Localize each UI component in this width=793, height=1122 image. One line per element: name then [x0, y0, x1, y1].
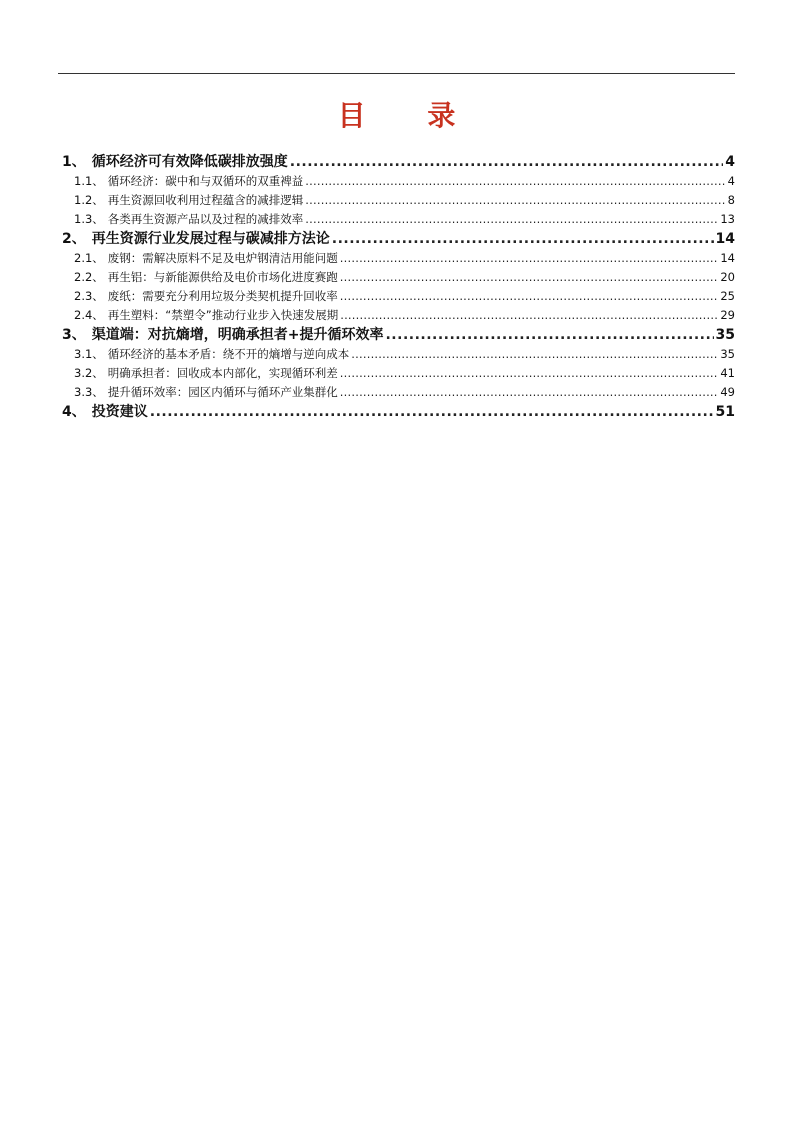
- toc-section-entry[interactable]: [58, 229, 735, 249]
- toc-dot-leader: [332, 229, 714, 249]
- table-of-contents: [58, 152, 735, 422]
- toc-page-number: 29: [720, 308, 735, 322]
- toc-dot-leader: [385, 325, 713, 345]
- toc-page-number: 8: [727, 193, 735, 207]
- page-title: 目 录: [337, 99, 482, 132]
- toc-entry-number: 1.3、: [74, 212, 104, 226]
- toc-page-number: 51: [715, 404, 735, 420]
- toc-subsection-entry[interactable]: [58, 191, 735, 210]
- toc-page-number: 35: [720, 347, 735, 361]
- toc-subsection-entry[interactable]: [58, 249, 735, 268]
- toc-entry-number: 2.1、: [74, 251, 104, 265]
- toc-dot-leader: [340, 364, 719, 383]
- toc-entry-title: 循环经济可有效降低碳排放强度: [91, 154, 288, 170]
- toc-section-entry[interactable]: [58, 325, 735, 345]
- toc-dot-leader: [340, 383, 719, 402]
- toc-page-number: 14: [720, 251, 735, 265]
- toc-entry-title: 投资建议: [91, 404, 148, 420]
- toc-page-number: 25: [720, 289, 735, 303]
- toc-dot-leader: [351, 345, 718, 364]
- toc-dot-leader: [340, 287, 719, 306]
- toc-entry-number: 3.1、: [74, 347, 104, 361]
- toc-page-number: 4: [725, 154, 735, 170]
- toc-entry-number: 4、: [62, 404, 86, 420]
- toc-subsection-entry[interactable]: [58, 364, 735, 383]
- toc-entry-title: 再生资源行业发展过程与碳减排方法论: [91, 231, 330, 247]
- toc-dot-leader: [305, 210, 718, 229]
- toc-page-number: 14: [715, 231, 735, 247]
- toc-entry-number: 3.2、: [74, 366, 104, 380]
- toc-entry-number: 2.2、: [74, 270, 104, 284]
- toc-subsection-entry[interactable]: [58, 345, 735, 364]
- toc-dot-leader: [340, 268, 719, 287]
- toc-page-number: 49: [720, 385, 735, 399]
- toc-section-entry[interactable]: [58, 152, 735, 172]
- toc-page-number: 20: [720, 270, 735, 284]
- toc-section-entry[interactable]: [58, 402, 735, 422]
- toc-subsection-entry[interactable]: [58, 268, 735, 287]
- toc-entry-title: 废钢：需解决原料不足及电炉钢清洁用能问题: [107, 251, 338, 265]
- toc-entry-number: 1.2、: [74, 193, 104, 207]
- toc-dot-leader: [150, 402, 714, 422]
- toc-dot-leader: [340, 306, 718, 325]
- toc-subsection-entry[interactable]: [58, 287, 735, 306]
- toc-dot-leader: [290, 152, 724, 172]
- toc-entry-title: 废纸：需要充分利用垃圾分类契机提升回收率: [107, 289, 338, 303]
- toc-page-number: 4: [727, 174, 735, 188]
- toc-entry-number: 1.1、: [74, 174, 104, 188]
- toc-subsection-entry[interactable]: [58, 210, 735, 229]
- toc-entry-title: 再生资源回收利用过程蕴含的减排逻辑: [107, 193, 304, 207]
- toc-page-number: 35: [715, 327, 735, 343]
- toc-page-number: 41: [720, 366, 735, 380]
- toc-dot-leader: [305, 191, 725, 210]
- toc-entry-title: 渠道端：对抗熵增，明确承担者+提升循环效率: [91, 327, 384, 343]
- toc-entry-number: 3.3、: [74, 385, 104, 399]
- toc-entry-title: 再生塑料：“禁塑令”推动行业步入快速发展期: [107, 308, 339, 322]
- toc-dot-leader: [340, 249, 719, 268]
- toc-subsection-entry[interactable]: [58, 172, 735, 191]
- header-rule: [58, 73, 735, 74]
- toc-entry-title: 明确承担者：回收成本内部化，实现循环利差: [107, 366, 338, 380]
- toc-entry-title: 再生铝：与新能源供给及电价市场化进度赛跑: [107, 270, 338, 284]
- toc-entry-number: 2.3、: [74, 289, 104, 303]
- toc-entry-number: 1、: [62, 154, 86, 170]
- toc-page-number: 13: [720, 212, 735, 226]
- toc-subsection-entry[interactable]: [58, 306, 735, 325]
- toc-entry-number: 3、: [62, 327, 86, 343]
- toc-entry-title: 各类再生资源产品以及过程的减排效率: [107, 212, 304, 226]
- toc-entry-title: 循环经济的基本矛盾：绕不开的熵增与逆向成本: [107, 347, 350, 361]
- toc-entry-title: 提升循环效率：园区内循环与循环产业集群化: [107, 385, 338, 399]
- toc-subsection-entry[interactable]: [58, 383, 735, 402]
- toc-entry-number: 2.4、: [74, 308, 104, 322]
- toc-entry-number: 2、: [62, 231, 86, 247]
- toc-entry-title: 循环经济：碳中和与双循环的双重裨益: [107, 174, 304, 188]
- toc-dot-leader: [305, 172, 725, 191]
